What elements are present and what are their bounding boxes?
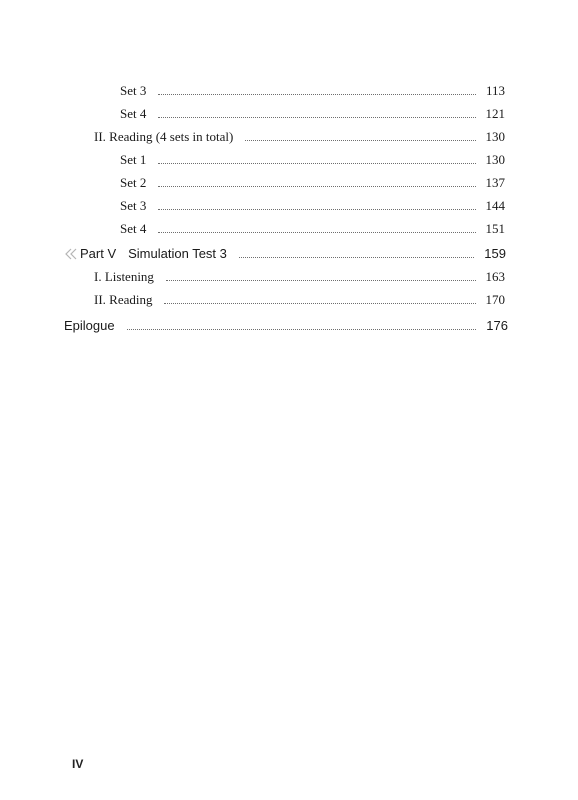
toc-entry-page: 137	[485, 175, 505, 190]
toc-entry-reading[interactable]	[94, 288, 505, 308]
toc-entry-label: Epilogue	[64, 318, 115, 333]
toc-entry-page: 130	[485, 129, 505, 144]
toc-part-heading[interactable]	[64, 242, 506, 262]
toc-entry-set-4[interactable]	[120, 217, 505, 237]
part-number: Part V	[80, 246, 117, 261]
toc-entry-listening[interactable]	[94, 265, 505, 285]
toc-entry-label: Set 4	[120, 221, 147, 236]
toc-entry-set-3[interactable]	[120, 79, 505, 99]
toc-entry-set-4[interactable]	[120, 102, 505, 122]
toc-entry-page: 130	[485, 152, 505, 167]
toc-entry-set-3[interactable]	[120, 194, 505, 214]
dot-leader	[158, 186, 475, 187]
dot-leader	[158, 209, 475, 210]
dot-leader	[158, 117, 475, 118]
toc-entry-label: Set 4	[120, 106, 147, 121]
dot-leader	[166, 280, 476, 281]
double-chevron-left-icon	[64, 246, 78, 262]
toc-entry-page: 121	[485, 106, 505, 121]
toc-entry-label: Set 2	[120, 175, 147, 190]
toc-entry-label: Set 3	[120, 83, 147, 98]
toc-entry-page: 176	[486, 318, 508, 333]
toc-entry-set-2[interactable]	[120, 171, 505, 191]
toc-entry-epilogue[interactable]	[64, 314, 508, 334]
toc-entry-label: Set 3	[120, 198, 147, 213]
dot-leader	[158, 163, 475, 164]
dot-leader	[158, 94, 476, 95]
toc-entry-page: 170	[485, 292, 505, 307]
dot-leader	[245, 140, 475, 141]
toc-entry-set-1[interactable]	[120, 148, 505, 168]
toc-entry-page: 159	[484, 246, 506, 261]
toc-entry-label: I. Listening	[94, 269, 154, 284]
toc-entry-page: 113	[485, 83, 505, 98]
dot-leader	[239, 257, 474, 258]
toc-entry-label: Set 1	[120, 152, 147, 167]
dot-leader	[164, 303, 475, 304]
dot-leader	[158, 232, 475, 233]
toc-entry-page: 144	[485, 198, 505, 213]
part-title: Simulation Test 3	[128, 246, 227, 261]
toc-entry-page: 151	[485, 221, 505, 236]
toc-entry-reading[interactable]	[94, 125, 505, 145]
toc-part-label	[64, 246, 227, 262]
dot-leader	[127, 329, 477, 330]
page-number: IV	[72, 757, 84, 771]
toc-entry-label: II. Reading (4 sets in total)	[94, 129, 234, 144]
toc-entry-page: 163	[485, 269, 505, 284]
toc-entry-label: II. Reading	[94, 292, 153, 307]
